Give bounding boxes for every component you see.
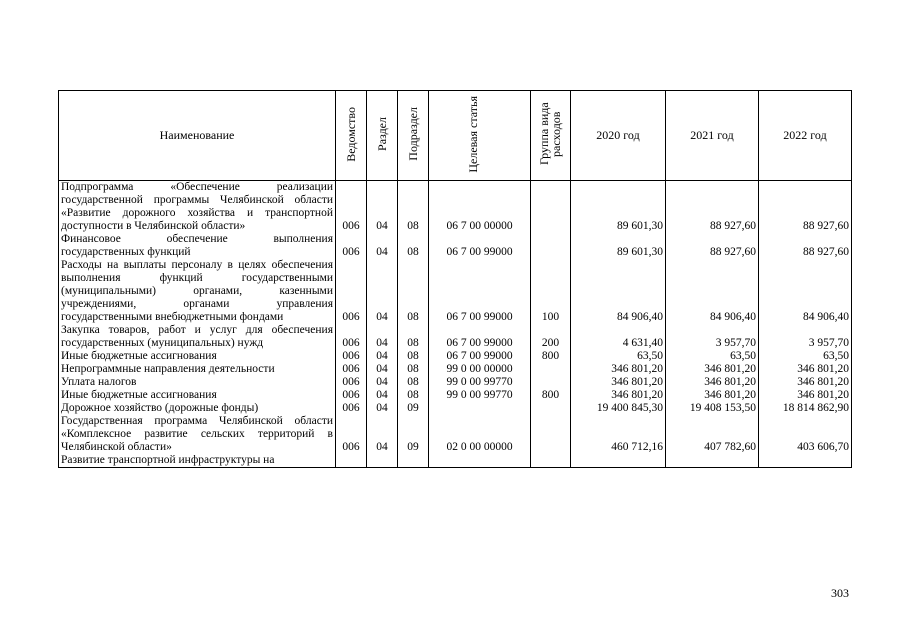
row-name: Иные бюджетные ассигнования: [59, 389, 336, 402]
table-row: [59, 415, 852, 454]
row-subsection: 08: [398, 376, 429, 389]
row-2021: 407 782,60: [666, 415, 759, 454]
row-exp-group: [531, 233, 571, 259]
row-2020: 89 601,30: [571, 233, 666, 259]
row-subsection: 09: [398, 402, 429, 415]
row-2020: 346 801,20: [571, 376, 666, 389]
header-2021: 2021 год: [666, 91, 759, 181]
header-exp-group: Группа вида расходов: [531, 91, 571, 181]
row-2020: 4 631,40: [571, 324, 666, 350]
row-name: Дорожное хозяйство (дорожные фонды): [59, 402, 336, 415]
row-subsection: 08: [398, 259, 429, 324]
table-row: [59, 376, 852, 389]
row-exp-group: [531, 363, 571, 376]
row-section: 04: [367, 181, 398, 234]
row-section: 04: [367, 415, 398, 454]
row-2021: [666, 454, 759, 468]
row-exp-group: [531, 402, 571, 415]
table-row: [59, 324, 852, 350]
row-subsection: 08: [398, 363, 429, 376]
row-section: 04: [367, 350, 398, 363]
row-section: 04: [367, 324, 398, 350]
row-2021: 346 801,20: [666, 389, 759, 402]
row-subsection: [398, 454, 429, 468]
page-number: 303: [831, 586, 849, 600]
table-row: [59, 389, 852, 402]
row-section: 04: [367, 233, 398, 259]
row-exp-group: [531, 376, 571, 389]
row-name: Непрограммные направления деятельности: [59, 363, 336, 376]
header-target: Целевая статья: [429, 91, 531, 181]
row-2021: 346 801,20: [666, 376, 759, 389]
row-2022: 88 927,60: [759, 181, 852, 234]
row-exp-group: [531, 454, 571, 468]
header-2020: 2020 год: [571, 91, 666, 181]
row-2022: 88 927,60: [759, 233, 852, 259]
row-2020: 346 801,20: [571, 389, 666, 402]
row-2020: 89 601,30: [571, 181, 666, 234]
row-subsection: 08: [398, 233, 429, 259]
row-target: 02 0 00 00000: [429, 415, 531, 454]
row-target: 99 0 00 99770: [429, 389, 531, 402]
row-section: 04: [367, 363, 398, 376]
row-dept: 006: [336, 324, 367, 350]
row-dept: 006: [336, 259, 367, 324]
row-target: 06 7 00 99000: [429, 324, 531, 350]
budget-table: [58, 90, 852, 468]
row-name: Государственная программа Челябинской области «Комплексное развитие сельских территорий в Челябинской области»: [59, 415, 336, 454]
row-2021: 84 906,40: [666, 259, 759, 324]
row-target: 06 7 00 99000: [429, 350, 531, 363]
row-2022: 63,50: [759, 350, 852, 363]
row-2022: [759, 454, 852, 468]
row-2022: 346 801,20: [759, 389, 852, 402]
row-target: 06 7 00 99000: [429, 233, 531, 259]
table-row: [59, 402, 852, 415]
row-2021: 19 408 153,50: [666, 402, 759, 415]
row-name: Уплата налогов: [59, 376, 336, 389]
row-2021: 63,50: [666, 350, 759, 363]
row-dept: [336, 454, 367, 468]
row-subsection: 08: [398, 181, 429, 234]
row-2021: 88 927,60: [666, 181, 759, 234]
header-2022: 2022 год: [759, 91, 852, 181]
table-row: [59, 181, 852, 234]
row-target: [429, 454, 531, 468]
row-2021: 3 957,70: [666, 324, 759, 350]
row-2020: 460 712,16: [571, 415, 666, 454]
row-name: Закупка товаров, работ и услуг для обеспечения государственных (муниципальных) нужд: [59, 324, 336, 350]
header-dept: Ведомство: [336, 91, 367, 181]
row-subsection: 08: [398, 389, 429, 402]
row-2022: 18 814 862,90: [759, 402, 852, 415]
table-row: [59, 259, 852, 324]
row-name: Подпрограмма «Обеспечение реализации государственной программы Челябинской области «Развитие дорожного хозяйства и транспортной доступности в Челябинской области»: [59, 181, 336, 234]
row-exp-group: 200: [531, 324, 571, 350]
row-section: 04: [367, 259, 398, 324]
row-section: 04: [367, 402, 398, 415]
row-2020: 63,50: [571, 350, 666, 363]
row-dept: 006: [336, 389, 367, 402]
header-subsection: Подраздел: [398, 91, 429, 181]
row-dept: 006: [336, 233, 367, 259]
table-row: [59, 454, 852, 468]
row-2022: 346 801,20: [759, 376, 852, 389]
row-target: 06 7 00 99000: [429, 259, 531, 324]
row-2021: 88 927,60: [666, 233, 759, 259]
table-row: [59, 350, 852, 363]
table-row: [59, 363, 852, 376]
row-2021: 346 801,20: [666, 363, 759, 376]
row-exp-group: [531, 415, 571, 454]
row-name: Финансовое обеспечение выполнения государственных функций: [59, 233, 336, 259]
row-subsection: 08: [398, 350, 429, 363]
row-target: 99 0 00 00000: [429, 363, 531, 376]
row-section: 04: [367, 376, 398, 389]
row-section: 04: [367, 389, 398, 402]
row-name: Иные бюджетные ассигнования: [59, 350, 336, 363]
row-2020: 84 906,40: [571, 259, 666, 324]
row-dept: 006: [336, 415, 367, 454]
row-target: 06 7 00 00000: [429, 181, 531, 234]
row-exp-group: 800: [531, 350, 571, 363]
row-dept: 006: [336, 350, 367, 363]
row-target: [429, 402, 531, 415]
row-2020: 346 801,20: [571, 363, 666, 376]
row-name: Развитие транспортной инфраструктуры на: [59, 454, 336, 468]
row-2022: 346 801,20: [759, 363, 852, 376]
row-exp-group: 100: [531, 259, 571, 324]
row-dept: 006: [336, 402, 367, 415]
row-name: Расходы на выплаты персоналу в целях обеспечения выполнения функций государственными (муниципальными) органами, казенными учреждениями, органами управления государственными внебюджетными фондами: [59, 259, 336, 324]
header-section: Раздел: [367, 91, 398, 181]
row-subsection: 08: [398, 324, 429, 350]
row-exp-group: [531, 181, 571, 234]
row-target: 99 0 00 99770: [429, 376, 531, 389]
row-2020: [571, 454, 666, 468]
row-section: [367, 454, 398, 468]
row-exp-group: 800: [531, 389, 571, 402]
row-2020: 19 400 845,30: [571, 402, 666, 415]
row-2022: 3 957,70: [759, 324, 852, 350]
header-name: Наименование: [59, 91, 336, 181]
row-dept: 006: [336, 363, 367, 376]
row-dept: 006: [336, 181, 367, 234]
row-2022: 403 606,70: [759, 415, 852, 454]
row-2022: 84 906,40: [759, 259, 852, 324]
row-dept: 006: [336, 376, 367, 389]
row-subsection: 09: [398, 415, 429, 454]
table-header-row: [59, 91, 852, 181]
table-row: [59, 233, 852, 259]
